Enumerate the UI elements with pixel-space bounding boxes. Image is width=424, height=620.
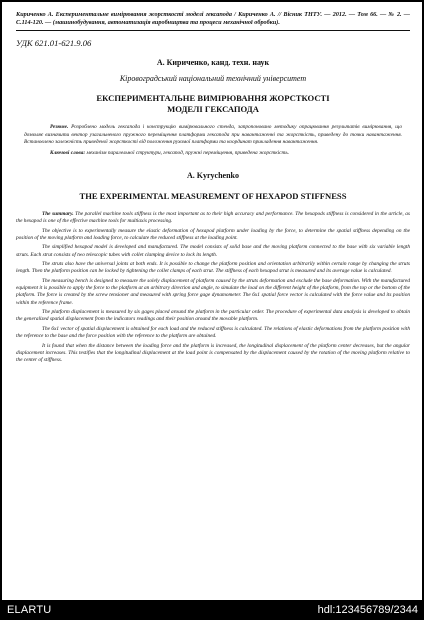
- handle-label: hdl:123456789/2344: [317, 604, 418, 616]
- body-paragraph: The struts also have the universal joints at both ends. It is possible to change the platform position and orientation arbitrarily within certain range by changing the struts length. Then the platform position can be locked by tightening the collet clamps of each strut. The stiffness of each hexapod strut is measured and its average value is calculated.: [16, 261, 410, 275]
- title-ua-line2: МОДЕЛІ ГЕКСАПОДА: [167, 104, 259, 115]
- summary-text: The parallel machine tools stiffness is the most important as to their high accuracy and performance. The hexapods stiffness is considered in the article, as the hexapod is one of the effective machine tools for multiaxis processing.: [16, 211, 410, 225]
- affiliation-ua: Кіровоградський національний технічний університет: [119, 74, 307, 84]
- abstract-ua-text: Розроблено модель гексапода і конструкцію вимірювального стенда, запропоновано методику опрацювання результатів вимірювання, що дозволяє визначити вектор узагальненого пружного переміщення платформи гексапода при навантаженні та жорсткість, приведену до точки навантаження. Встановлено залежність приведеної жорсткості від положення рухомої платформи та координат прикладення навантаження.: [24, 124, 402, 146]
- citation-header: Кириченко А. Експериментальне вимірювання жорсткості моделі гексапода / Кириченко А. // Вісник ТНТУ. — 2012. — Том 66. — № 2. — С.114-120. — (машинобудування, автоматизація виробництва та процеси механічної обробки).: [16, 11, 410, 26]
- body-paragraph: The simplified hexapod model is developed and manufactured. The model consists of solid base and the moving platform connected to the base with six variable length struts. Each strut consists of two telescopic tubes with collet clamping device to lock its length.: [16, 244, 410, 258]
- udc-code: УДК 621.01-621.9.06: [16, 38, 92, 49]
- title-en: THE EXPERIMENTAL MEASUREMENT OF HEXAPOD STIFFNESS: [79, 191, 347, 202]
- abstract-ua-label: Резюме.: [50, 124, 69, 131]
- body-paragraph: The objective is to experimentally measure the elastic deformation of hexapod platform under loading by the force, to determine the spatial stiffness depending on the position of the moving platform and loading force, to calculate the reduced stiffness at the loading point.: [16, 227, 410, 242]
- author-en: A. Kyrychenko: [187, 171, 239, 181]
- summary-paragraph: [16, 211, 410, 226]
- title-ua-line1: ЕКСПЕРИМЕНТАЛЬНЕ ВИМІРЮВАННЯ ЖОРСТКОСТІ: [96, 93, 330, 104]
- header-rule: [16, 30, 410, 31]
- paper-page: [2, 2, 422, 600]
- body-paragraph: The 6x1 vector of spatial displacement is obtained for each load and the reduced stiffness is calculated. The relations of elastic deformations from the platform position with the reference to the base and the force position with the reference to the platform are obtained.: [16, 325, 410, 340]
- page-content: [16, 11, 410, 367]
- keywords-ua: [24, 150, 402, 157]
- keywords-ua-label: Ключові слова:: [50, 149, 86, 156]
- body-paragraph: The platform displacement is measured by six gages placed around the platform in the particular order. The procedure of experimental data analysis is developed to obtain the generalized spatial displacement from the indicators readings and their position around the movable platform.: [16, 309, 410, 323]
- repository-label: ELARTU: [7, 604, 52, 616]
- summary-label: The summary.: [42, 211, 74, 218]
- body-paragraph: The measuring bench is designed to measure the solely displacement of platform caused by the struts deformation and exclude the base deformation. With the manufactured equipment it is possible to apply the force to the platform at an arbitrary direction and angle, to simulate the load on the different height of the platform, from the top or the bottom of the platform. The force is created by the screw tensioner and measured with spring force gage dynamometer. The 6x1 spatial force vector is calculated with the force value and its position within the reference frame.: [16, 277, 410, 306]
- title-ua: [16, 93, 410, 115]
- abstract-ua: [24, 124, 402, 146]
- author-ua: А. Кириченко, канд. техн. наук: [156, 58, 270, 68]
- keywords-ua-text: механізм паралельної структури, гексапод, пружні переміщення, приведена жорсткість.: [86, 149, 290, 156]
- body-paragraph: It is found that when the distance between the loading force and the platform is increased, the longitudinal displacement of the platform center decreases, but the angular displacement increases. This testifies that the longitudinal displacement at the load point is compensated by the displacement caused by the rotation of the moving platform relative to the center of stiffness.: [16, 342, 410, 364]
